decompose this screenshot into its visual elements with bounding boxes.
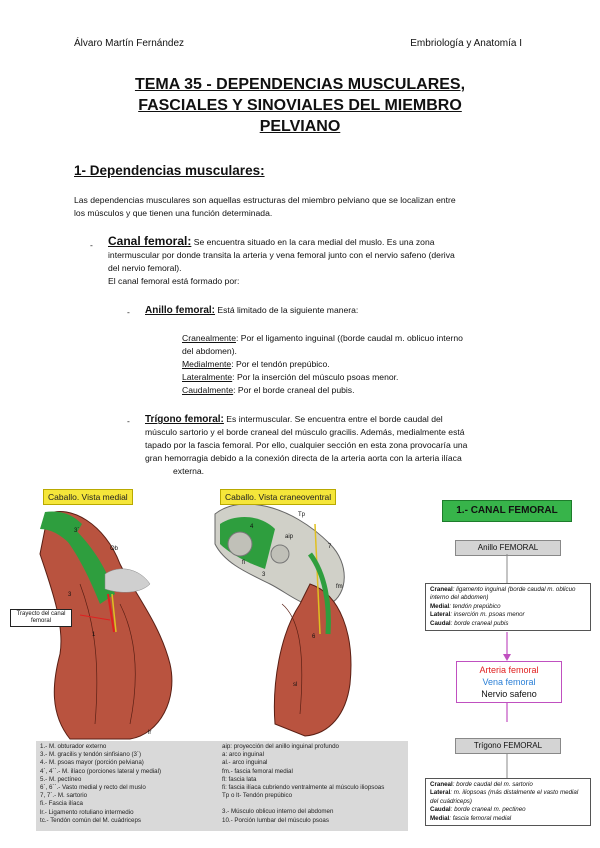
mark-fm: fm <box>336 584 343 590</box>
legend-item: 3.- Músculo oblicuo interno del abdomen <box>222 808 334 816</box>
canal-bullet: - <box>90 240 93 250</box>
figure-label-medial: Caballo. Vista medial <box>43 489 133 505</box>
nerve-label: Nervio safeno <box>481 689 537 699</box>
legend-item: 5.- M. pectíneo <box>40 775 82 783</box>
legend-item: 4´, 4´´.- M. ilíaco (porciones lateral y medial) <box>40 767 162 775</box>
figure-label-craneoventral: Caballo. Vista craneoventral <box>220 489 336 505</box>
title-line-1: TEMA 35 - DEPENDENCIAS MUSCULARES, <box>134 76 466 93</box>
legend-item: 4.- M. psoas mayor (porción pelviana) <box>40 759 144 767</box>
detail-key: Caudal <box>430 806 451 814</box>
mark-4: 4 <box>250 524 254 530</box>
anillo-details <box>425 583 591 631</box>
caudal-term: Caudalmente <box>182 385 234 395</box>
legend-item: al.- arco inguinal <box>222 759 268 767</box>
section-heading: 1- Dependencias musculares: <box>74 163 265 178</box>
detail-key: Caudal <box>430 619 451 627</box>
artery-label: Arteria femoral <box>479 665 539 675</box>
canal-text: intermuscular por donde transita la arteria y vena femoral junto con el nervio safeno (deriva <box>108 250 455 260</box>
trigono-text: externa. <box>173 466 205 476</box>
legend-item: tc.- Tendón común del M. cuádriceps <box>40 816 141 824</box>
mark-lr: lr <box>148 730 152 736</box>
legend-item: 7, 7´.- M. sartorio <box>40 792 88 800</box>
trigono-text: gran hemorragia debido a la conexión directa de la arteria aorta con la arteria ilíaca <box>145 453 462 463</box>
mark-6: 6 <box>312 634 316 640</box>
title-line-3: PELVIANO <box>259 118 341 135</box>
trigono-text: tapado por la fascia femoral. Por ello, cualquier sección en esta zona provocaría una <box>145 440 468 450</box>
mark-fi: fi <box>242 560 245 566</box>
anillo-text: Está limitado de la siguiente manera: <box>215 305 359 315</box>
lateral-text: : Por la inserción del músculo psoas menor. <box>232 372 399 382</box>
header-subject: Embriología y Anatomía I <box>410 38 522 49</box>
trigono-bullet: - <box>127 416 130 426</box>
detail-value: : m. iliopsoas (más distalmente el vasto medial del cuádriceps) <box>430 789 579 805</box>
canal-text: Se encuentra situado en la cara medial del muslo. Es una zona <box>191 237 435 247</box>
mark-tp: Tp <box>298 512 306 518</box>
vessels-box <box>456 661 562 703</box>
legend-item: aip: proyección del anillo inguinal profundo <box>222 743 339 750</box>
legend-item: 6´, 6´´.- Vasto medial y recto del muslo <box>40 784 146 792</box>
title-line-2: FASCIALES Y SINOVIALES DEL MIEMBRO <box>138 97 462 114</box>
detail-key: Craneal <box>430 586 453 593</box>
anillo-bullet: - <box>127 307 130 317</box>
intro-line: Las dependencias musculares son aquellas estructuras del miembro pelviano que se localizan entre <box>74 195 456 205</box>
mark-7: 7 <box>328 544 332 550</box>
detail-value: : borde craneal pubis <box>450 619 509 627</box>
anillo-term: Anillo femoral: <box>145 305 216 316</box>
legend-item: fi.- Fascia ilíaca <box>40 800 83 808</box>
mark-3: 3 <box>68 592 72 598</box>
mark-1: 1 <box>92 632 96 638</box>
mark-3p: 3´ <box>74 528 80 534</box>
trigono-text: músculo sartorio y el borde craneal del músculo gracilis. Además, medialmente está <box>145 427 465 437</box>
anillo-box: Anillo FEMORAL <box>455 540 561 556</box>
legend-item: fm.- fascia femoral medial <box>222 767 293 775</box>
legend-item: 10.- Porción lumbar del músculo psoas <box>222 816 329 824</box>
legend-item: fi: fascia ilíaca cubriendo ventralmente al músculo iliopsoas <box>222 784 385 792</box>
craneal-text: del abdomen). <box>182 346 237 356</box>
detail-value: : ligamento inguinal (borde caudal m. oblicuo interno del abdomen) <box>430 586 576 602</box>
vein-label: Vena femoral <box>482 677 536 687</box>
mark-aip: aip <box>285 534 294 540</box>
detail-key: Medial <box>430 602 450 610</box>
craneal-text: : Por el ligamento inguinal ((borde caudal m. oblicuo interno <box>235 333 463 343</box>
craneal-term: Cranealmente <box>182 333 236 343</box>
canal-term: Canal femoral: <box>108 234 192 248</box>
detail-key: Lateral <box>430 789 451 797</box>
trigono-term: Trígono femoral: <box>145 414 224 425</box>
detail-key: Lateral <box>430 611 451 619</box>
flow-title: 1.- CANAL FEMORAL <box>442 500 572 522</box>
detail-key: Craneal <box>430 781 453 788</box>
legend-item: fl: fascia lata <box>222 775 257 783</box>
callout-canal: Trayecto del canal femoral <box>10 609 72 627</box>
mark-ob: Ob <box>110 546 119 552</box>
medial-text: : Por el tendón prepúbico. <box>231 359 330 369</box>
detail-value: : inserción m. psoas menor <box>450 611 525 619</box>
legend-item: Tp o lt- Tendón prepúbico <box>222 792 293 800</box>
lateral-term: Lateralmente <box>182 372 233 382</box>
trigono-box: Trígono FEMORAL <box>455 738 561 754</box>
canal-text: El canal femoral está formado por: <box>108 276 240 286</box>
detail-value: : tendón prepúbico <box>449 602 501 610</box>
mark-3-right: 3 <box>262 572 266 578</box>
detail-value: : borde caudal del m. sartorio <box>452 781 533 788</box>
caudal-text: : Por el borde craneal del pubis. <box>233 385 355 395</box>
mark-sl: sl <box>293 682 298 688</box>
trigono-details <box>425 778 591 826</box>
detail-value: : borde craneal m. pectineo <box>450 806 526 814</box>
intro-line: los músculos y que tienen una función determinada. <box>74 208 273 218</box>
legend-item: 3.- M. gracilis y tendón sinfisiano (3´) <box>40 751 142 759</box>
header-author: Álvaro Martín Fernández <box>74 38 185 49</box>
canal-text: del nervio femoral). <box>108 263 182 273</box>
detail-key: Medial <box>430 814 450 822</box>
trigono-text: Es intermuscular. Se encuentra entre el borde caudal del <box>223 414 443 424</box>
legend-item: a: arco inguinal <box>222 751 264 759</box>
medial-term: Medialmente <box>182 359 232 369</box>
legend-item: 1.- M. obturador externo <box>40 743 107 750</box>
legend-item: lr.- Ligamento rotuliano intermedio <box>40 808 134 816</box>
detail-value: : fascia femoral medial <box>449 814 512 822</box>
